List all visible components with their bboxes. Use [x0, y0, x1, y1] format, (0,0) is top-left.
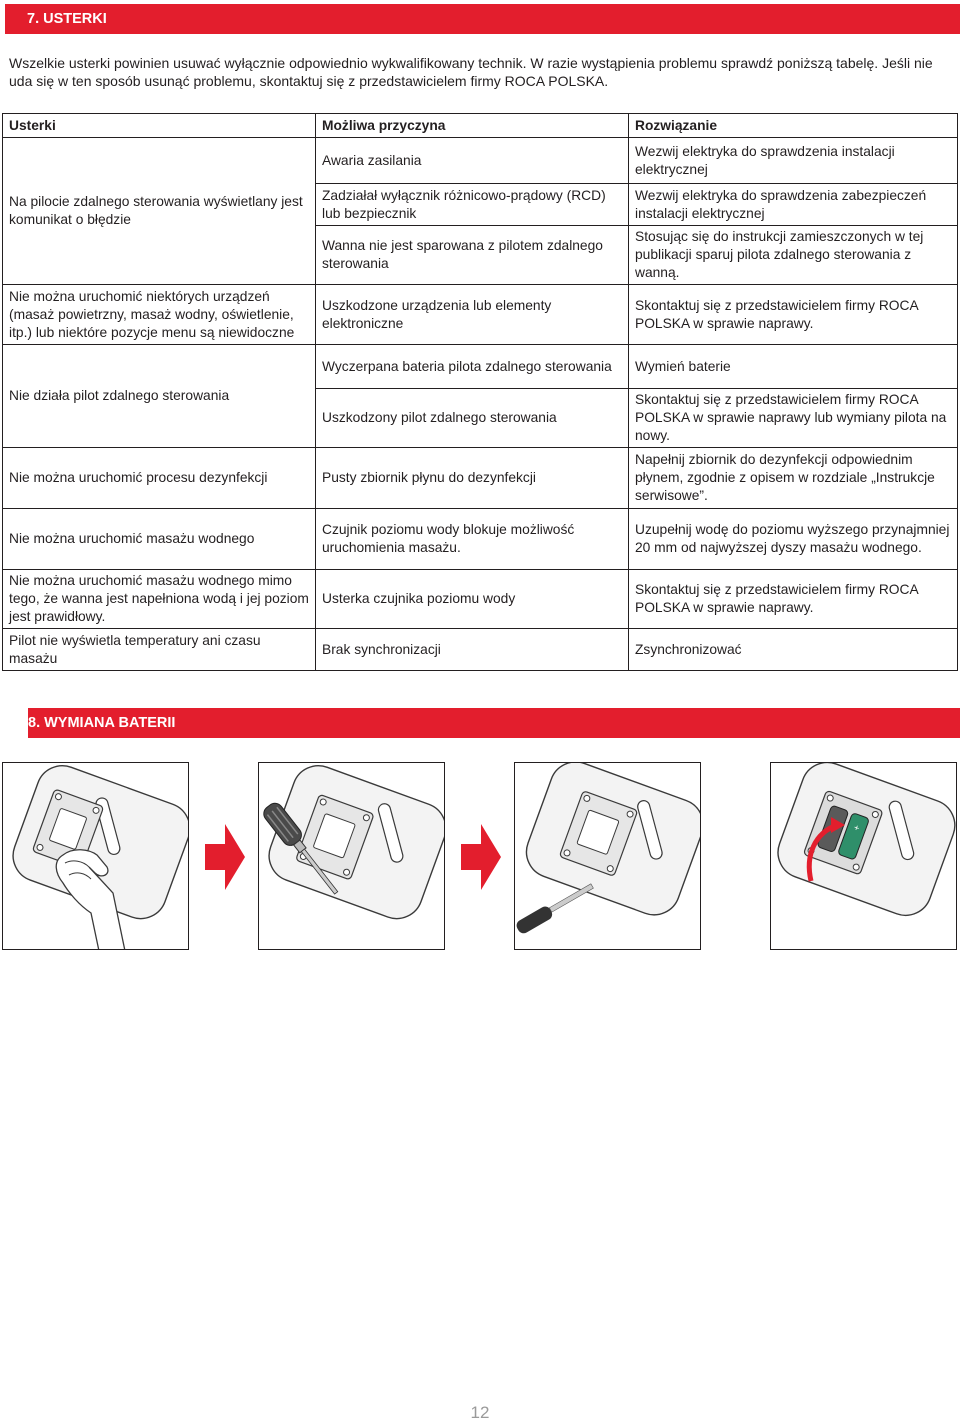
step-1-image: [2, 762, 189, 950]
cause-cell: Uszkodzony pilot zdalnego sterowania: [316, 389, 629, 448]
section-7-header: [5, 4, 960, 34]
table-row: [3, 345, 958, 389]
table-row: [3, 509, 958, 570]
solution-cell: Wymień baterie: [629, 345, 958, 389]
solution-cell: Skontaktuj się z przedstawicielem firmy ROCA POLSKA w sprawie naprawy.: [629, 570, 958, 629]
solution-cell: Napełnij zbiornik do dezynfekcji odpowiednim płynem, zgodnie z opisem w rozdziale „Instrukcje serwisowe”.: [629, 448, 958, 509]
header-cause: Możliwa przyczyna: [316, 114, 629, 138]
solution-cell: Skontaktuj się z przedstawicielem firmy ROCA POLSKA w sprawie naprawy lub wymiany pilota na nowy.: [629, 389, 958, 448]
page-number: 12: [470, 1403, 490, 1422]
remote-back-hand-icon: [3, 763, 189, 950]
fault-cell: Pilot nie wyświetla temperatury ani czasu masażu: [3, 629, 316, 671]
cover-removed-icon: [515, 763, 701, 950]
solution-cell: Uzupełnij wodę do poziomu wyższego przynajmniej 20 mm od najwyższej dyszy masażu wodnego.: [629, 509, 958, 570]
solution-cell: Zsynchronizować: [629, 629, 958, 671]
intro-paragraph: Wszelkie usterki powinien usuwać wyłącznie odpowiednio wykwalifikowany technik. W razie wystąpienia problemu sprawdź poniższą tabelę. Jeśli nie uda się w ten sposób usunąć problemu, skontaktuj się z przedstawicielem firmy ROCA POLSKA.: [9, 55, 933, 89]
fault-cell: Nie można uruchomić masażu wodnego mimo tego, że wanna jest napełniona wodą i jej poziom jest prawidłowy.: [3, 570, 316, 629]
battery-replacement-steps: [2, 762, 958, 952]
section-8-header: [28, 708, 960, 738]
svg-text:+: +: [852, 822, 861, 834]
section-7-title: 7. USTERKI: [27, 11, 107, 27]
cause-cell: Brak synchronizacji: [316, 629, 629, 671]
step-4-image: [770, 762, 957, 950]
fault-cell: Nie można uruchomić niektórych urządzeń (masaż powietrzny, masaż wodny, oświetlenie, itp.) lub niektóre pozycje menu są niewidoczne: [3, 285, 316, 345]
cause-cell: Wanna nie jest sparowana z pilotem zdalnego sterowania: [316, 226, 629, 285]
fault-cell: Na pilocie zdalnego sterowania wyświetlany jest komunikat o błędzie: [3, 138, 316, 285]
table-row: [3, 570, 958, 629]
table-row: [3, 448, 958, 509]
fault-cell: Nie można uruchomić procesu dezynfekcji: [3, 448, 316, 509]
faults-table: [2, 113, 958, 671]
header-faults: Usterki: [3, 114, 316, 138]
cause-cell: Usterka czujnika poziomu wody: [316, 570, 629, 629]
step-3-image: [514, 762, 701, 950]
table-row: [3, 629, 958, 671]
step-2-image: [258, 762, 445, 950]
table-header-row: [3, 114, 958, 138]
solution-cell: Wezwij elektryka do sprawdzenia instalacji elektrycznej: [629, 138, 958, 184]
cause-cell: Wyczerpana bateria pilota zdalnego sterowania: [316, 345, 629, 389]
section-8-title: 8. WYMIANA BATERII: [28, 715, 176, 731]
fault-cell: Nie działa pilot zdalnego sterowania: [3, 345, 316, 448]
table-row: [3, 138, 958, 184]
battery-insert-icon: [771, 763, 957, 950]
cause-cell: Awaria zasilania: [316, 138, 629, 184]
fault-cell: Nie można uruchomić masażu wodnego: [3, 509, 316, 570]
solution-cell: Stosując się do instrukcji zamieszczonych w tej publikacji sparuj pilota zdalnego sterowania z wanną.: [629, 226, 958, 285]
screwdriver-unscrew-icon: [259, 763, 445, 950]
cause-cell: Czujnik poziomu wody blokuje możliwość uruchomienia masażu.: [316, 509, 629, 570]
arrow-right-icon: [461, 824, 501, 890]
arrow-right-icon: [205, 824, 245, 890]
cause-cell: Uszkodzone urządzenia lub elementy elektroniczne: [316, 285, 629, 345]
cause-cell: Zadziałał wyłącznik różnicowo-prądowy (RCD) lub bezpiecznik: [316, 184, 629, 226]
cause-cell: Pusty zbiornik płynu do dezynfekcji: [316, 448, 629, 509]
solution-cell: Skontaktuj się z przedstawicielem firmy ROCA POLSKA w sprawie naprawy.: [629, 285, 958, 345]
header-solution: Rozwiązanie: [629, 114, 958, 138]
table-row: [3, 285, 958, 345]
solution-cell: Wezwij elektryka do sprawdzenia zabezpieczeń instalacji elektrycznej: [629, 184, 958, 226]
